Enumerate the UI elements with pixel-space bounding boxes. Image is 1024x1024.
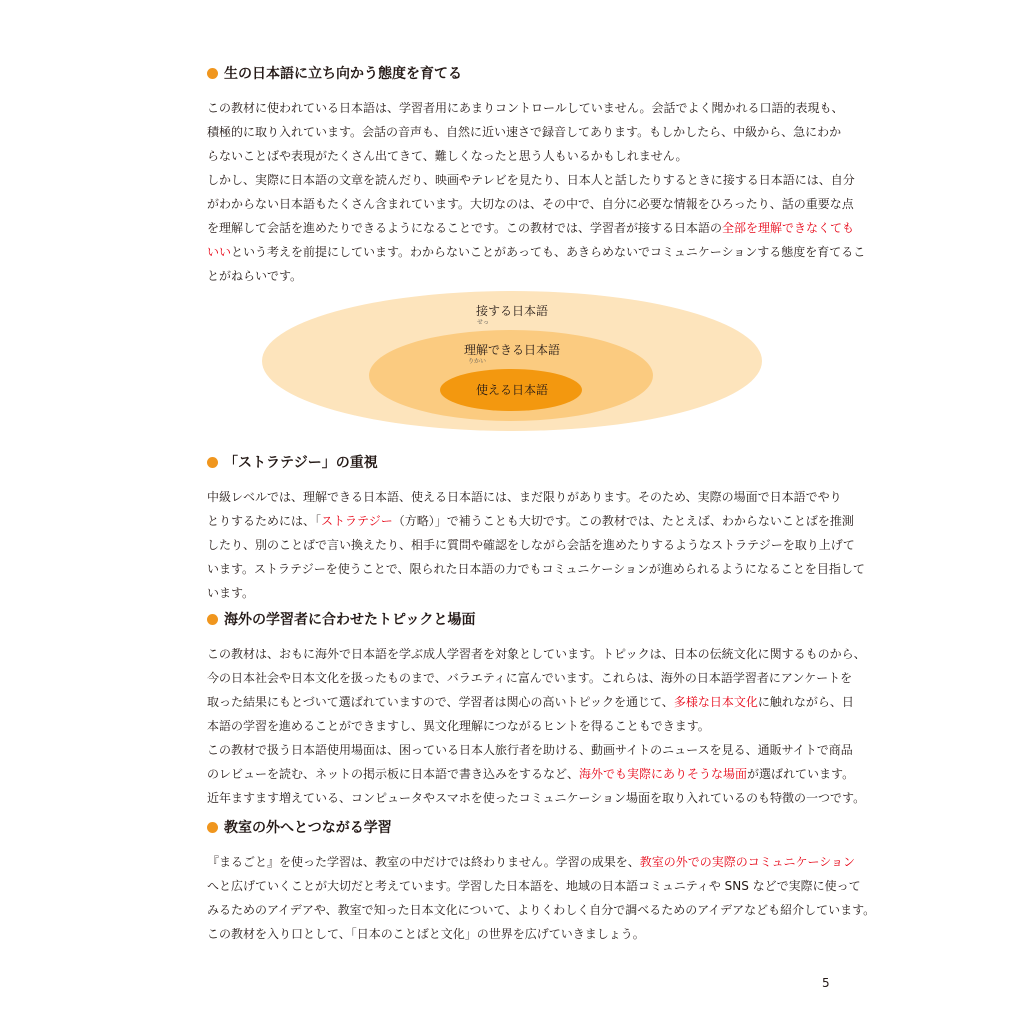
paragraph [207,171,866,291]
text-line [207,645,866,669]
text-segment: この教材で扱う日本語使用場面は、困っている日本人旅行者を助ける、動画サイトのニュースを見る、通販サイトで商品 [207,743,853,757]
text-segment: います。ストラテジーを使うことで、限られた日本語の力でもコミュニケーションが進められるようになることを目指して [207,562,865,576]
text-line [207,267,814,291]
heading-text: 「ストラテジー」の重視 [224,455,378,471]
text-segment: したり、別のことばで言い換えたり、相手に質問や確認をしながら会話を進めたりするようなストラテジーを取り上げて [207,538,855,552]
emphasized-text: 全部を理解できなくても [722,221,855,235]
text-segment: を理解して会話を進めたりできるようになることです。この教材では、学習者が接する日本語の [207,221,723,235]
emphasized-text: 海外でも実際にありそうな場面 [579,767,748,781]
text-line [207,560,865,584]
text-segment: みるためのアイデアや、教室で知った日本文化について、よりくわしく自分で調べるためのアイデアなども紹介しています。 [207,903,876,917]
paragraph [207,853,876,949]
text-segment: この教材に使われている日本語は、学習者用にあまりコントロールしていません。会話でよく聞かれる口語的表現も、 [207,101,844,115]
section-strategy [207,451,865,608]
text-line [207,219,855,243]
inner-label: 使える日本語 [475,383,548,397]
text-segment: しかし、実際に日本語の文章を読んだり、映画やテレビを見たり、日本人と話したりするときに接する日本語には、自分 [207,173,855,187]
section-beyond-classroom [207,816,876,949]
text-segment: に触れながら、日 [757,695,854,709]
text-line [207,765,855,789]
text-line [207,877,861,901]
text-segment: という考えを前提にしています。わからないことがあっても、あきらめないでコミュニケーションする態度を育てるこ [231,245,866,259]
emphasized-text: いい [207,245,232,259]
text-line [207,925,814,949]
paragraph [207,741,866,813]
emphasized-text: 教室の外での実際のコミュニケーション [639,855,856,869]
text-line [207,99,844,123]
text-segment: （方略）」で補うことも大切です。この教材では、たとえば、わからないことばを推測 [392,514,854,528]
text-segment: らないことばや表現がたくさん出てきて、難しくなったと思う人もいるかもしれません。 [207,149,688,163]
text-line [207,669,853,693]
text-line [207,123,842,147]
text-line [207,693,854,717]
text-line [207,171,855,195]
text-segment: のレビューを読む、ネットの掲示板に日本語で書き込みをするなど、 [207,767,580,781]
text-segment: が選ばれています。 [747,767,855,781]
text-line [207,717,814,741]
text-segment: 近年ますます増えている、コンピュータやスマホを使ったコミュニケーション場面を取り入れているのも特徴の一つです。 [207,791,866,805]
heading-text: 生の日本語に立ち向かう態度を育てる [224,66,462,82]
text-segment: 『まるごと』を使った学習は、教室の中だけでは終わりません。学習の成果を、 [207,855,640,869]
text-line [207,147,814,171]
text-line [207,536,855,560]
text-line [207,584,814,608]
text-line [207,901,876,925]
section-heading [207,608,814,630]
bullet-dot-icon [207,457,218,468]
text-segment: この教材を入り口として、「日本のことばと文化」の世界を広げていきましょう。 [207,927,645,941]
paragraph [207,488,865,608]
paragraph [207,99,844,171]
page-number: 5 [822,976,830,990]
nested-ellipse-diagram [262,291,762,431]
outer-ruby: せっ [477,319,489,326]
section-heading [207,62,814,84]
text-segment: 中級レベルでは、理解できる日本語、使える日本語には、まだ限りがあります。そのため、実際の場面で日本語でやり [207,490,842,504]
text-line [207,243,866,267]
text-segment: へと広げていくことが大切だと考えています。学習した日本語を、地域の日本語コミュニティや SNS などで実際に使って [207,879,861,893]
heading-text: 海外の学習者に合わせたトピックと場面 [224,612,476,628]
text-segment: 今の日本社会や日本文化を扱ったものまで、バラエティに富んでいます。これらは、海外の日本語学習者にアンケートを [207,671,853,685]
section-topics-scenes [207,608,866,813]
text-line [207,853,856,877]
text-segment: とがねらいです。 [207,269,303,283]
emphasized-text: ストラテジー [321,514,393,528]
text-line [207,789,866,813]
text-segment: 積極的に取り入れています。会話の音声も、自然に近い速さで録音してあります。もしかしたら、中級から、急にわか [207,125,842,139]
outer-label: 接する日本語 [475,304,548,318]
text-segment: 本語の学習を進めることができますし、異文化理解につながるヒントを得ることもできます。 [207,719,710,733]
emphasized-text: 多様な日本文化 [673,695,758,709]
middle-ruby: りかい [468,358,487,365]
bullet-dot-icon [207,822,218,833]
text-segment: 取った結果にもとづいて選ばれていますので、学習者は関心の高いトピックを通じて、 [207,695,674,709]
middle-label: 理解できる日本語 [463,343,560,357]
text-line [207,195,854,219]
text-segment: とりするためには、「 [207,514,322,528]
bullet-dot-icon [207,614,218,625]
heading-text: 教室の外へとつながる学習 [224,820,392,836]
text-segment: がわからない日本語もたくさん含まれています。大切なのは、その中で、自分に必要な情報をひろったり、話の重要な点 [207,197,854,211]
text-segment: います。 [207,586,255,600]
section-raw-japanese [207,62,866,291]
text-line [207,512,854,536]
section-heading [207,451,814,473]
text-line [207,741,853,765]
section-heading [207,816,814,838]
paragraph [207,645,866,741]
text-segment: この教材は、おもに海外で日本語を学ぶ成人学習者を対象としています。トピックは、日本の伝統文化に関するものから、 [207,647,866,661]
bullet-dot-icon [207,68,218,79]
text-line [207,488,842,512]
